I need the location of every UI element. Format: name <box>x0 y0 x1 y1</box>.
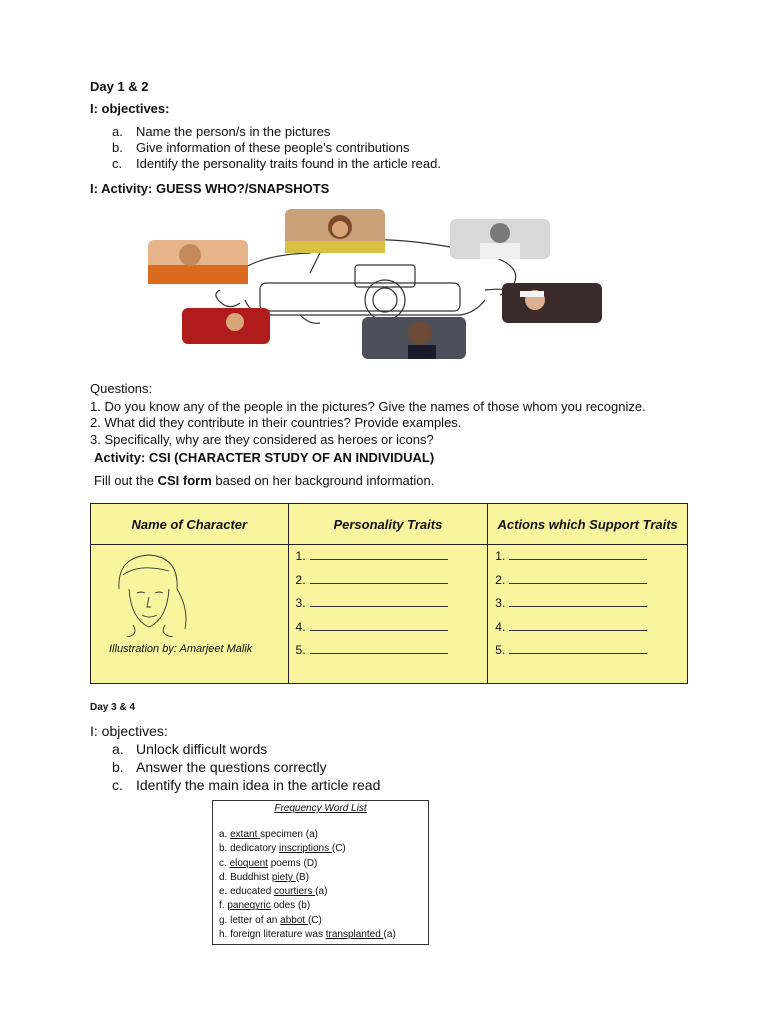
trait-blank-2[interactable]: 2. <box>296 569 488 593</box>
word-list-item: b. dedicatory inscriptions (C) <box>219 843 346 855</box>
word-list-item: d. Buddhist piety (B) <box>219 871 310 883</box>
word-list-item: g. letter of an abbot (C) <box>219 914 322 926</box>
trait-blank-3[interactable]: 3. <box>296 592 488 616</box>
word-list-item: c. eloquent poems (D) <box>219 857 318 869</box>
list-item: b. Answer the questions correctly <box>112 759 327 775</box>
photo-top-center <box>285 209 385 253</box>
photo-bottom-center <box>362 317 466 359</box>
word-list-item: e. educated courtiers (a) <box>219 886 328 898</box>
action-blank-2[interactable]: 2. <box>495 569 687 593</box>
list-item: a. Name the person/s in the pictures <box>112 124 331 139</box>
questions-title: Questions: <box>90 381 153 396</box>
csi-form-table <box>90 503 688 684</box>
action-blank-3[interactable]: 3. <box>495 592 687 616</box>
csi-col-traits: Personality Traits <box>288 504 488 545</box>
action-blank-4[interactable]: 4. <box>495 616 687 640</box>
word-list-item: f. panegyric odes (b) <box>219 900 311 912</box>
photo-left <box>148 240 248 284</box>
portrait-sketch <box>99 549 199 637</box>
word-list-title: Frequency Word List <box>274 803 367 814</box>
day12-objectives-list <box>112 124 532 172</box>
photo-bottom-left <box>182 308 270 344</box>
trait-blank-1[interactable]: 1. <box>296 545 488 569</box>
action-blank-5[interactable]: 5. <box>495 639 687 663</box>
frequency-word-list <box>212 800 429 945</box>
illustration-credit: Illustration by: Amarjeet Malik <box>109 643 253 655</box>
list-item: a. Unlock difficult words <box>112 741 268 757</box>
csi-character-cell <box>91 545 289 684</box>
trait-blank-4[interactable]: 4. <box>296 616 488 640</box>
photo-right <box>502 283 602 323</box>
list-item: b. Give information of these people's contributions <box>112 140 410 155</box>
list-item: c. Identify the main idea in the article read <box>112 777 381 793</box>
day34-heading: Day 3 & 4 <box>90 702 136 713</box>
csi-col-actions: Actions which Support Traits <box>488 504 688 545</box>
csi-col-name: Name of Character <box>91 504 289 545</box>
word-list-item: a. extant specimen (a) <box>219 829 318 840</box>
activity-title: I: Activity: GUESS WHO?/SNAPSHOTS <box>90 181 330 196</box>
photo-top-right <box>450 219 550 259</box>
day12-heading: Day 1 & 2 <box>90 79 149 94</box>
day34-objectives-list <box>112 740 512 794</box>
csi-instruction: Fill out the CSI form based on her background information. <box>94 473 435 488</box>
csi-actions-cell <box>488 545 688 684</box>
trait-blank-5[interactable]: 5. <box>296 639 488 663</box>
csi-traits-cell <box>288 545 488 684</box>
question-2: 2. What did they contribute in their countries? Provide examples. <box>90 415 462 430</box>
question-3: 3. Specifically, why are they considered as heroes or icons? <box>90 432 434 447</box>
day12-objectives-title: I: objectives: <box>90 101 170 116</box>
word-list-item: h. foreign literature was transplanted (a) <box>219 929 396 941</box>
list-item: c. Identify the personality traits found in the article read. <box>112 156 441 171</box>
day34-objectives-title: I: objectives: <box>90 723 168 739</box>
action-blank-1[interactable]: 1. <box>495 545 687 569</box>
question-1: 1. Do you know any of the people in the pictures? Give the names of those whom you recognize. <box>90 399 646 414</box>
camera-illustration <box>140 205 610 365</box>
csi-activity-title: Activity: CSI (CHARACTER STUDY OF AN INDIVIDUAL) <box>94 450 435 465</box>
